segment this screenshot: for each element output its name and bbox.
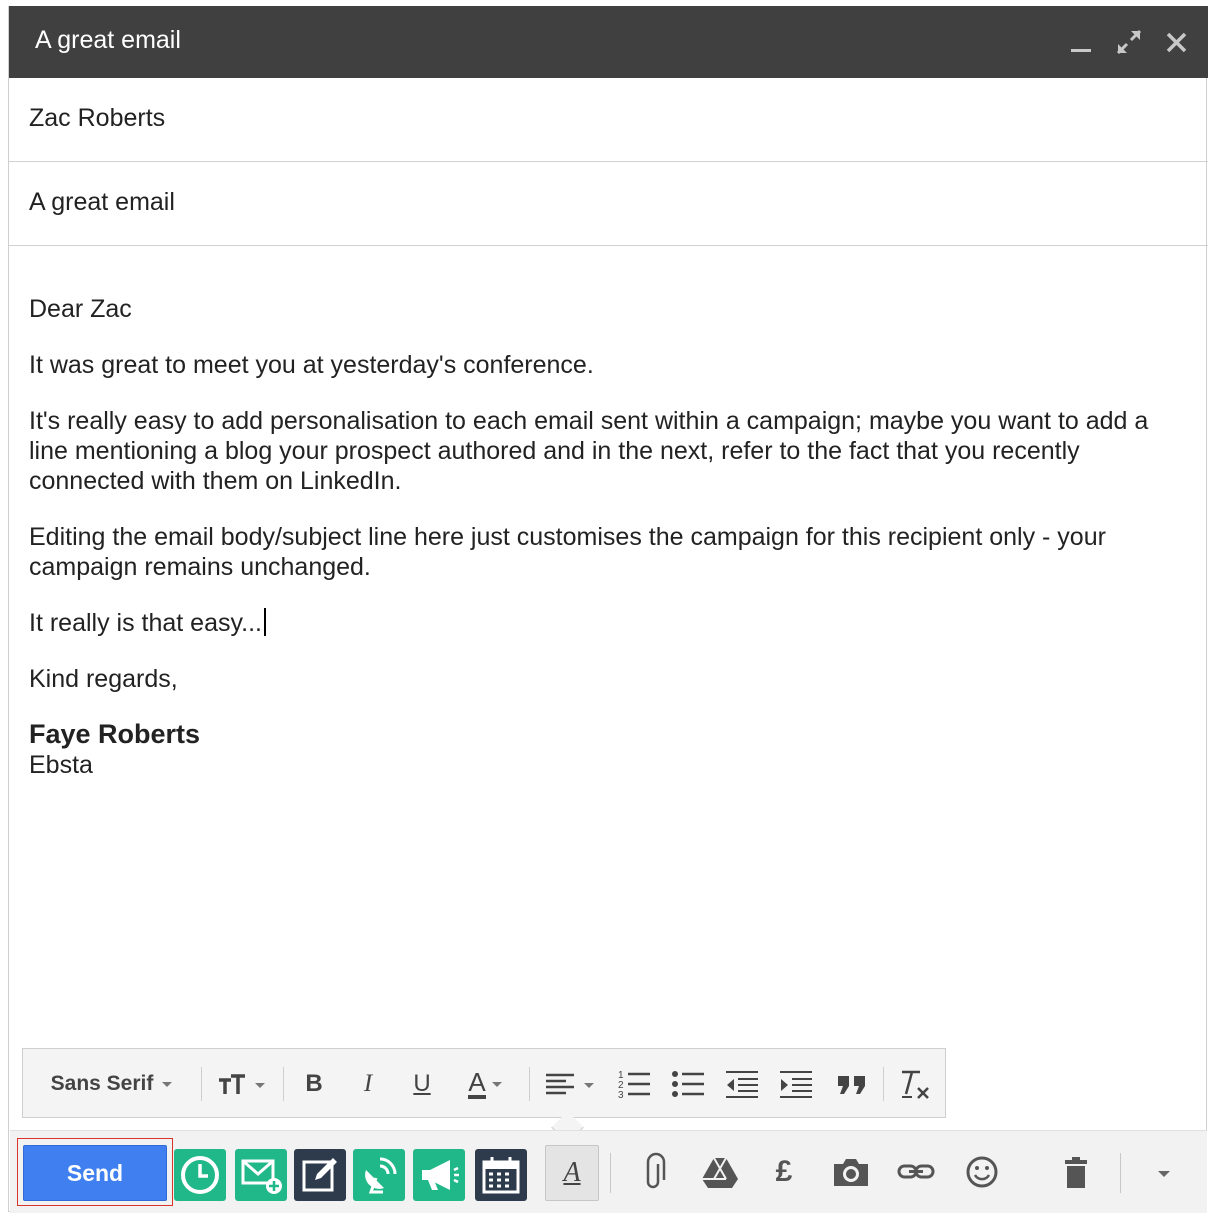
window-title: A great email [35,26,181,54]
chevron-down-icon [153,1074,179,1094]
body-paragraph-4 [29,608,1189,638]
body-paragraph-1: It was great to meet you at yesterday's conference. [29,351,594,379]
separator [201,1067,202,1101]
bold-button[interactable] [293,1063,335,1105]
email-body[interactable] [29,294,1189,780]
email-add-button[interactable] [235,1149,287,1201]
numbered-list-icon [614,1064,654,1104]
separator [610,1153,611,1193]
align-icon [540,1064,600,1104]
remove-formatting-button[interactable] [891,1063,937,1105]
bulleted-list-button[interactable] [665,1063,711,1105]
align-button[interactable] [539,1063,601,1105]
schedule-button[interactable] [174,1149,226,1201]
separator [529,1067,530,1101]
emoji-icon [962,1152,1002,1192]
font-family-label: Sans Serif [50,1072,154,1095]
italic-button[interactable] [347,1063,389,1105]
text-caret [264,608,266,636]
currency-button[interactable] [758,1145,810,1199]
signature-company: Ebsta [29,751,93,779]
discard-draft-button[interactable] [1050,1145,1102,1199]
more-options-icon [1144,1152,1184,1192]
calendar-button[interactable] [475,1149,527,1201]
insert-photo-button[interactable] [825,1145,877,1199]
indent-less-button[interactable] [719,1063,765,1105]
expand-icon[interactable] [1111,22,1147,62]
satellite-button[interactable] [353,1149,405,1201]
insert-emoji-button[interactable] [956,1145,1008,1199]
body-paragraph-2: It's really easy to add personalisation to each email sent within a campaign; maybe you want to add a line mentioning a blog your prospect authored and in the next, refer to the fact that you recently connected with them on LinkedIn. [29,407,1149,495]
chevron-down-icon [486,1074,508,1094]
signature-name: Faye Roberts [29,719,201,749]
text-size-button[interactable] [211,1063,275,1105]
body-closing: Kind regards, [29,665,178,693]
more-options-button[interactable] [1138,1145,1190,1199]
bulleted-list-icon [668,1064,708,1104]
bottom-toolbar [10,1130,1207,1213]
quote-icon [832,1064,872,1104]
attach-icon [634,1152,674,1192]
minimize-icon[interactable] [1063,22,1099,62]
send-button[interactable]: Send [23,1145,167,1201]
to-field[interactable] [9,78,1208,162]
subject-text: A great email [29,188,175,216]
drive-icon [700,1152,740,1192]
italic-label: I [363,1070,373,1097]
separator [883,1067,884,1101]
edit-icon [297,1152,343,1198]
title-bar[interactable] [9,6,1208,78]
insert-drive-button[interactable] [694,1145,746,1199]
svg-text:2: 2 [618,1080,624,1091]
svg-text:3: 3 [618,1090,624,1101]
separator [1120,1153,1121,1193]
text-size-icon [213,1064,273,1104]
calendar-icon [478,1152,524,1198]
trash-icon [1056,1152,1096,1192]
formatting-options-button[interactable] [545,1145,599,1201]
underline-button[interactable] [401,1063,443,1105]
bold-label: B [305,1070,323,1097]
quote-button[interactable] [829,1063,875,1105]
indent-less-icon [722,1064,762,1104]
formatting-options-label: A [563,1157,581,1188]
text-color-button[interactable] [455,1063,521,1105]
body-paragraph-4-text: It really is that easy... [29,609,262,637]
signature [29,718,1189,780]
text-color-label: A [468,1067,486,1097]
attach-file-button[interactable] [628,1145,680,1199]
indent-more-icon [776,1064,816,1104]
svg-text:1: 1 [618,1070,624,1081]
numbered-list-button[interactable] [611,1063,657,1105]
formatting-toolbar [22,1048,946,1118]
body-paragraph-3: Editing the email body/subject line here just customises the campaign for this recipient only - your campaign remains unchanged. [29,523,1106,581]
separator [283,1067,284,1101]
subject-field[interactable] [9,162,1208,246]
recipient-name: Zac Roberts [29,104,166,132]
satellite-icon [356,1152,402,1198]
link-icon [896,1152,936,1192]
megaphone-icon [416,1152,462,1198]
currency-label: £ [775,1155,793,1188]
email-add-icon [238,1152,284,1198]
indent-more-button[interactable] [773,1063,819,1105]
compose-window [8,6,1207,1212]
body-greeting: Dear Zac [29,295,132,323]
insert-link-button[interactable] [890,1145,942,1199]
camera-icon [831,1152,871,1192]
send-highlight [17,1138,173,1206]
edit-button[interactable] [294,1149,346,1201]
underline-label: U [413,1070,431,1097]
clock-icon [177,1152,223,1198]
remove-formatting-icon [894,1064,934,1104]
close-icon[interactable] [1159,22,1195,62]
megaphone-button[interactable] [413,1149,465,1201]
font-family-select[interactable] [35,1063,195,1105]
